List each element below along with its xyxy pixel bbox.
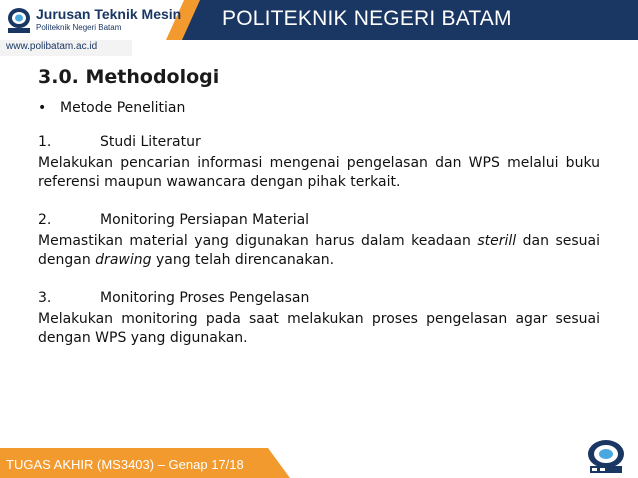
method-item-number: 2. xyxy=(38,212,52,228)
footer-text: TUGAS AKHIR (MS3403) – Genap 17/18 xyxy=(6,457,244,472)
method-item-title: Studi Literatur xyxy=(100,134,201,150)
polibatam-logo-icon xyxy=(6,6,32,34)
bullet-item xyxy=(38,100,600,116)
desc-text: Memastikan material yang digunakan harus dalam keadaan xyxy=(38,233,478,249)
method-item-description: Melakukan pencarian informasi mengenai pengelasan dan WPS melalui buku referensi maupun wawancara dengan pihak terkait. xyxy=(38,155,600,190)
slide-heading: 3.0. Methodologi xyxy=(38,66,220,88)
desc-emphasis: sterill xyxy=(477,233,517,249)
desc-emphasis: drawing xyxy=(95,252,152,268)
method-item-description xyxy=(38,232,600,270)
method-item-number: 1. xyxy=(38,134,52,150)
bullet-text: Metode Penelitian xyxy=(60,100,186,116)
method-item-1-header xyxy=(38,134,600,150)
slide-content xyxy=(38,66,600,368)
polibatam-logo-icon xyxy=(582,438,630,474)
method-item-3-header xyxy=(38,290,600,306)
logo-title: Jurusan Teknik Mesin xyxy=(36,6,182,22)
bullet-dot-icon: • xyxy=(38,100,47,116)
method-item-number: 3. xyxy=(38,290,52,306)
desc-text: yang telah direncanakan. xyxy=(151,252,335,268)
header-title: POLITEKNIK NEGERI BATAM xyxy=(222,7,512,30)
website-url[interactable]: www.polibatam.ac.id xyxy=(6,41,98,52)
method-item-title: Monitoring Persiapan Material xyxy=(100,212,310,228)
method-item-2-header xyxy=(38,212,600,228)
logo-subtitle: Politeknik Negeri Batam xyxy=(36,23,122,32)
desc-text: dan sesuai dengan xyxy=(38,233,600,268)
method-item-description: Melakukan monitoring pada saat melakukan proses pengelasan agar sesuai dengan WPS yang digunakan. xyxy=(38,311,600,346)
method-item-title: Monitoring Proses Pengelasan xyxy=(100,290,310,306)
